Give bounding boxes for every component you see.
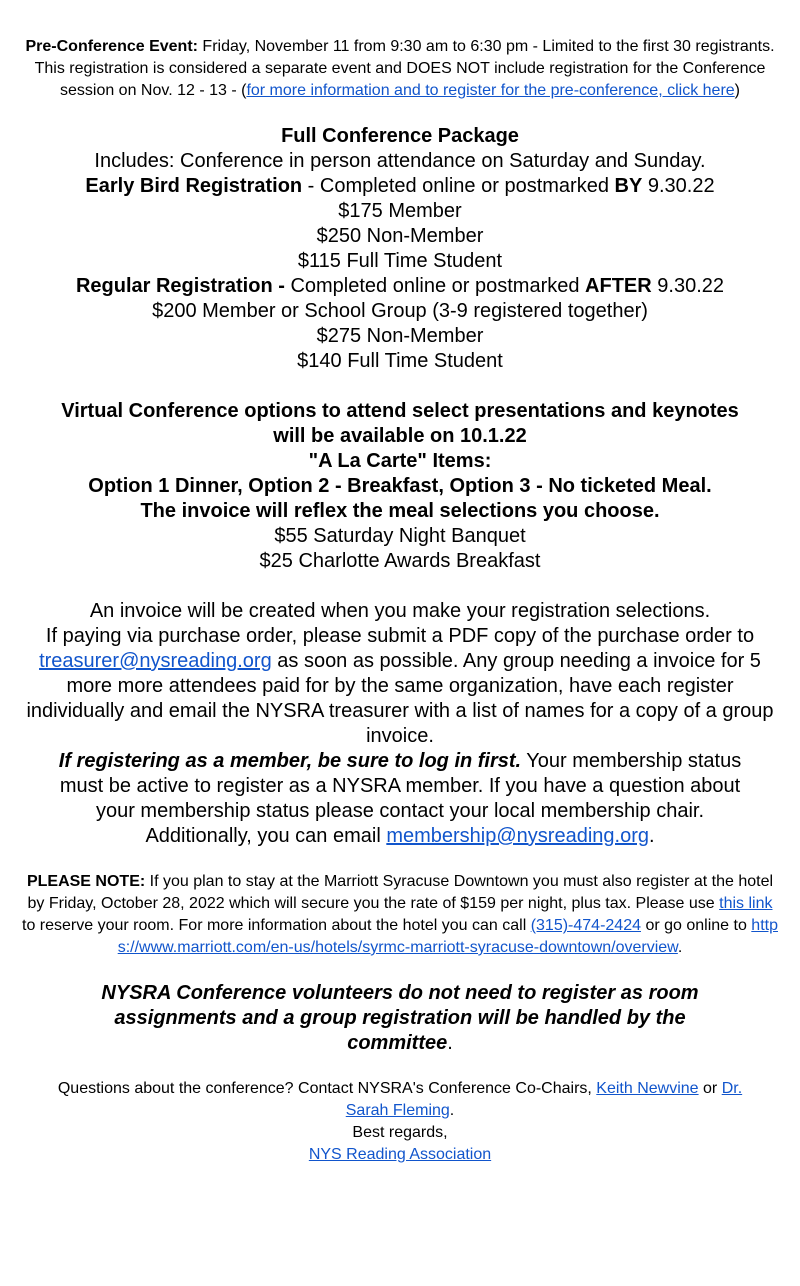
spacer — [20, 849, 780, 871]
spacer — [20, 1056, 780, 1078]
volunteers-paragraph — [20, 981, 780, 1056]
hotel-phone-link[interactable]: (315)-474-2424 — [530, 917, 641, 934]
note-text: to reserve your room. For more information about the hotel you can call — [22, 917, 531, 934]
hotel-note-paragraph — [20, 871, 780, 959]
spacer — [20, 959, 780, 981]
pre-conference-paragraph — [20, 36, 780, 102]
invoice-section — [20, 599, 780, 849]
meal-options-line: Option 1 Dinner, Option 2 - Breakfast, Option 3 - No ticketed Meal. — [88, 475, 712, 497]
pre-conference-text: Friday, November 11 from 9:30 am to 6:30 pm - Limited to the first 30 registrants. This registration is considered a separate event and DOES NOT include registration for the Conference session on Nov. 12 - 13 - ( — [34, 38, 775, 99]
note-end: . — [677, 939, 683, 956]
full-package-includes: Includes: Conference in person attendance on Saturday and Sunday. — [94, 150, 706, 172]
organization-link[interactable]: NYS Reading Association — [308, 1146, 492, 1163]
note-text: or go online to — [641, 917, 752, 934]
footer-section — [20, 1078, 780, 1166]
invoice-text: If paying via purchase order, please submit a PDF copy of the purchase order to — [45, 625, 755, 647]
chair-sarah-link[interactable]: Dr. Sarah Fleming — [345, 1080, 743, 1119]
invoice-text: as soon as possible. Any group needing a invoice for 5 more more attendees paid for by the same organization, have each register individually and email the NYSRA treasurer with a list of names for a copy of a group invoice. — [26, 650, 774, 747]
early-bird-price: $250 Non-Member — [316, 225, 484, 247]
early-bird-text: - Completed online or postmarked — [302, 175, 615, 197]
member-login-notice: If registering as a member, be sure to log in first. — [58, 750, 522, 772]
regular-text: Completed online or postmarked — [284, 275, 586, 297]
spacer — [20, 574, 780, 599]
hotel-booking-link[interactable]: this link — [719, 895, 773, 912]
early-bird-price: $115 Full Time Student — [297, 250, 503, 272]
regular-date: 9.30.22 — [651, 275, 725, 297]
questions-text: Questions about the conference? Contact NYSRA's Conference Co-Chairs, — [57, 1080, 597, 1097]
early-bird-label: Early Bird Registration — [85, 175, 303, 197]
hotel-url-link[interactable]: https://www.marriott.com/en-us/hotels/syrmc-marriott-syracuse-downtown/overview — [117, 917, 778, 956]
membership-text: Your membership status must be active to register as a NYSRA member. If you have a question about your membership status please contact your local membership chair. Additionally, you can email — [59, 750, 742, 847]
volunteers-text: NYSRA Conference volunteers do not need to register as room assignments and a group registration will be handled by the committee — [101, 982, 699, 1054]
questions-line — [50, 1078, 750, 1122]
regular-price: $200 Member or School Group (3-9 registered together) — [152, 300, 648, 322]
invoice-meal-line: The invoice will reflex the meal selections you choose. — [140, 500, 660, 522]
early-bird-emph: BY — [614, 175, 643, 197]
full-package-section — [20, 124, 780, 374]
spacer — [20, 374, 780, 399]
early-bird-line — [20, 174, 780, 199]
a-la-carte-title: "A La Carte" Items: — [308, 450, 492, 472]
regular-price: $275 Non-Member — [316, 325, 484, 347]
virtual-line: Virtual Conference options to attend select presentations and keynotes will be available on 10.1.22 — [61, 400, 739, 447]
spacer — [20, 102, 780, 124]
chair-keith-link[interactable]: Keith Newvine — [596, 1080, 699, 1097]
regular-label: Regular Registration - — [75, 275, 285, 297]
a-la-carte-price: $25 Charlotte Awards Breakfast — [259, 550, 541, 572]
volunteers-end: . — [447, 1032, 453, 1054]
registration-document — [20, 0, 780, 1166]
a-la-carte-price: $55 Saturday Night Banquet — [274, 525, 526, 547]
or-text: or — [698, 1080, 722, 1097]
early-bird-price: $175 Member — [338, 200, 462, 222]
regular-price: $140 Full Time Student — [297, 350, 503, 372]
note-label: PLEASE NOTE: — [26, 873, 146, 890]
regards-text: Best regards, — [352, 1124, 448, 1141]
pre-conference-register-link[interactable]: for more information and to register for the pre-conference, click here — [246, 82, 735, 99]
treasurer-email-link[interactable]: treasurer@nysreading.org — [39, 650, 272, 672]
virtual-section — [20, 399, 780, 574]
full-package-title: Full Conference Package — [281, 125, 519, 147]
invoice-paragraph-1: An invoice will be created when you make your registration selections. — [89, 600, 711, 622]
early-bird-date: 9.30.22 — [642, 175, 715, 197]
membership-end: . — [648, 825, 655, 847]
pre-conference-close: ) — [734, 82, 740, 99]
membership-email-link[interactable]: membership@nysreading.org — [386, 825, 649, 847]
invoice-paragraph-2 — [20, 624, 780, 749]
questions-end: . — [449, 1102, 455, 1119]
membership-paragraph — [20, 749, 780, 849]
note-text: If you plan to stay at the Marriott Syracuse Downtown you must also register at the hotel by Friday, October 28, 2022 which will secure you the rate of $159 per night, plus tax. Please use — [27, 873, 774, 912]
regular-emph: AFTER — [585, 275, 652, 297]
pre-conference-label: Pre-Conference Event: — [25, 38, 198, 55]
regular-line — [20, 274, 780, 299]
